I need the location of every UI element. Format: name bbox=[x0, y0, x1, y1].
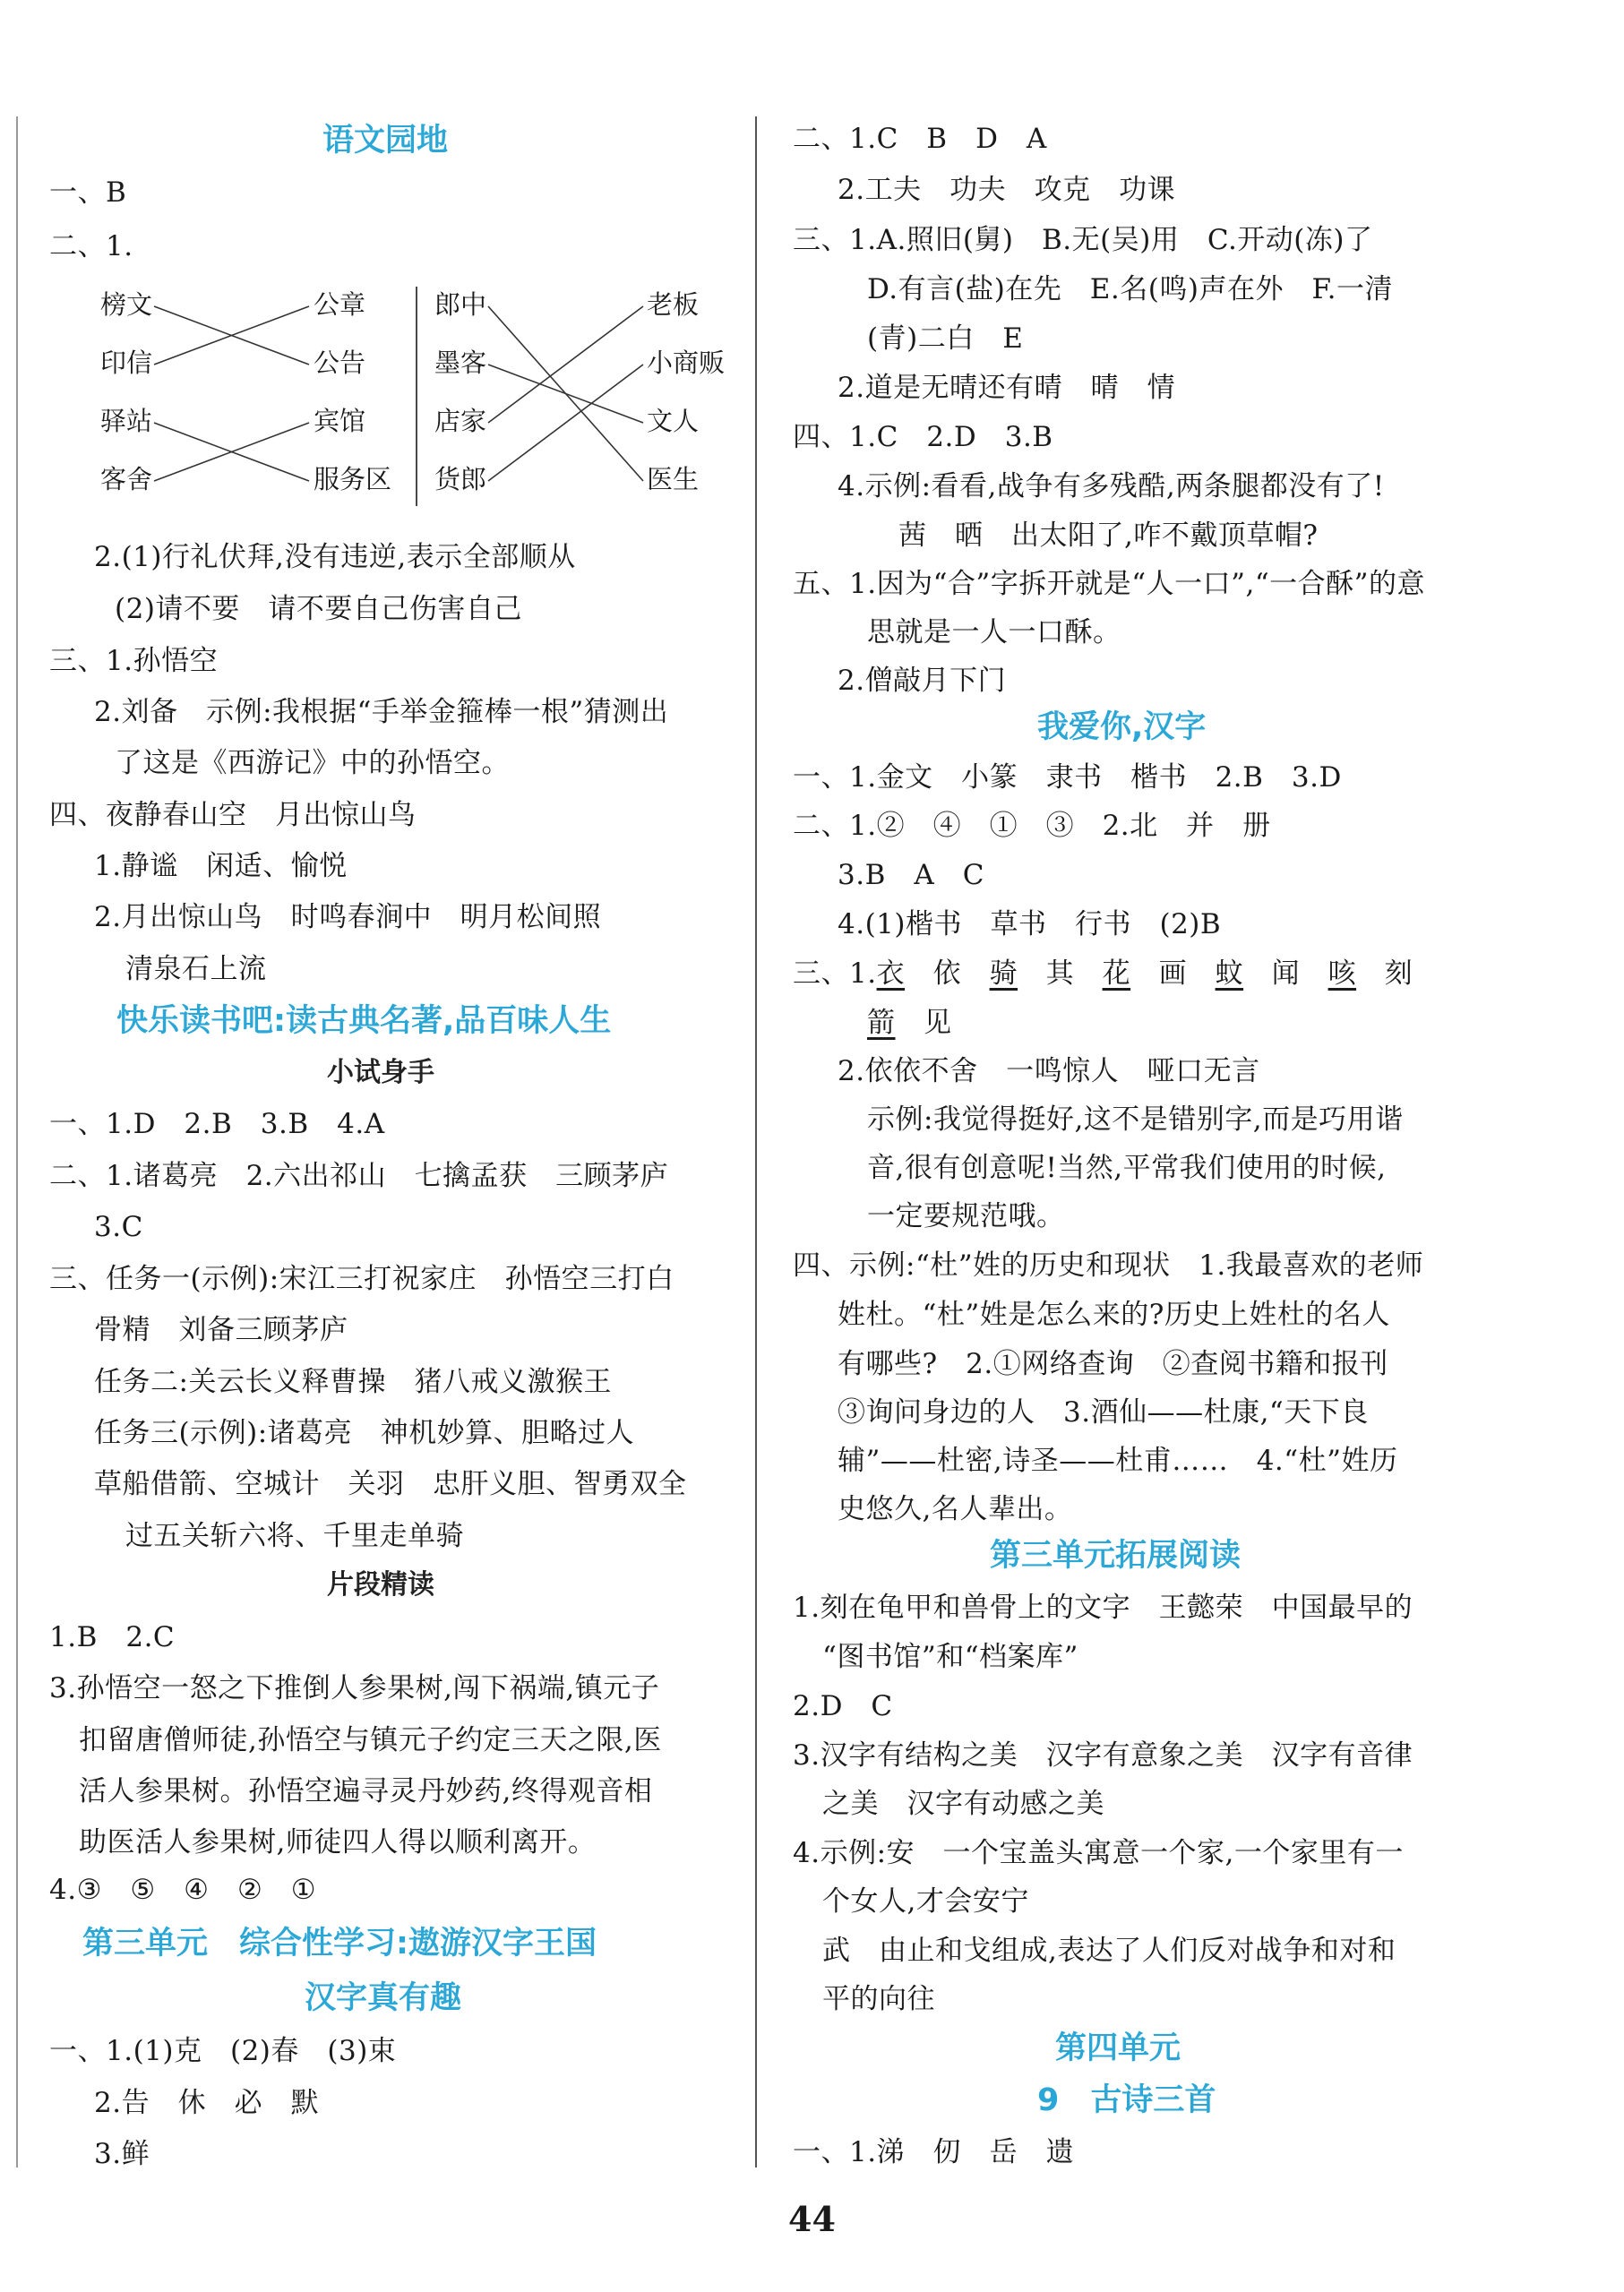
unit-heading-4: 第四单元 bbox=[1055, 2030, 1181, 2066]
answer-line: 平的向往 bbox=[822, 1983, 935, 2015]
answer-line: 3.汉字有结构之美 汉字有意象之美 汉字有音律 bbox=[793, 1739, 1413, 1772]
underlined-char: 骑 bbox=[989, 957, 1018, 990]
answer-line: 了这是《西游记》中的孙悟空。 bbox=[115, 747, 510, 779]
matching-lines-left bbox=[154, 306, 309, 481]
match-word: 文人 bbox=[647, 406, 700, 436]
answer-line: 辅”——杜密,诗圣——杜甫…… 4.“杜”姓历 bbox=[838, 1445, 1398, 1477]
match-word: 宾馆 bbox=[314, 406, 366, 436]
answer-line: 3.C bbox=[94, 1211, 143, 1243]
answer-line: 3.鲜 bbox=[94, 2138, 150, 2170]
answer-line: 有哪些? 2.①网络查询 ②查阅书籍和报刊 bbox=[838, 1348, 1388, 1380]
answer-line: 过五关斩六将、千里走单骑 bbox=[125, 1520, 464, 1552]
left-margin-rule bbox=[16, 116, 18, 2168]
answer-line: 4.③ ⑤ ④ ② ① bbox=[49, 1874, 317, 1906]
answer-line: 五、1.因为“合”字拆开就是“人一口”,“一合酥”的意 bbox=[793, 568, 1426, 600]
answer-line: 一、1.金文 小篆 隶书 楷书 2.B 3.D bbox=[793, 761, 1342, 794]
answer-line: 扣留唐僧师徒,孙悟空与镇元子约定三天之限,医 bbox=[79, 1724, 662, 1756]
answer-line: 2.道是无晴还有晴 晴 情 bbox=[838, 372, 1176, 404]
answer-line: 三、任务一(示例):宋江三打祝家庄 孙悟空三打白 bbox=[49, 1263, 675, 1295]
answer-line: 二、1.C B D A bbox=[793, 123, 1047, 155]
match-word: 服务区 bbox=[314, 464, 392, 494]
underlined-char: 箭 bbox=[867, 1007, 896, 1039]
underlined-char: 衣 bbox=[876, 957, 906, 990]
answer-line: 一、1.(1)克 (2)春 (3)束 bbox=[49, 2035, 397, 2067]
column-divider bbox=[755, 116, 757, 2168]
answer-line: 4.(1)楷书 草书 行书 (2)B bbox=[838, 908, 1222, 940]
answer-line: 任务二:关云长义释曹操 猪八戒义激猴王 bbox=[94, 1366, 612, 1398]
answer-line: 二、1.诸葛亮 2.六出祁山 七擒孟获 三顾茅庐 bbox=[49, 1160, 669, 1192]
answer-line: 1.B 2.C bbox=[49, 1621, 176, 1653]
unit-heading: 第三单元 综合性学习:遨游汉字王国 bbox=[82, 1926, 597, 1962]
section-heading-reading: 快乐读书吧:读古典名著,品百味人生 bbox=[116, 1003, 612, 1039]
answer-line: 2.月出惊山鸟 时鸣春涧中 明月松间照 bbox=[94, 901, 602, 933]
answer-line: 2.告 休 必 默 bbox=[94, 2087, 320, 2119]
answer-line: 一定要规范哦。 bbox=[867, 1200, 1065, 1232]
answer-line: 一、B bbox=[49, 176, 127, 209]
answer-line: (2)请不要 请不要自己伤害自己 bbox=[115, 593, 522, 625]
match-word: 公章 bbox=[314, 289, 366, 320]
sub-heading: 小试身手 bbox=[327, 1057, 434, 1088]
answer-line: 2.僧敲月下门 bbox=[838, 665, 1007, 697]
match-word: 医生 bbox=[647, 464, 700, 494]
match-word: 墨客 bbox=[434, 348, 487, 378]
char: 依 bbox=[932, 957, 962, 990]
section-heading-woaini-hanzi: 我爱你,汉字 bbox=[1037, 709, 1207, 745]
match-word: 驿站 bbox=[100, 406, 153, 436]
answer-line: 2.工夫 功夫 攻克 功课 bbox=[838, 174, 1176, 206]
answer-line: 之美 汉字有动感之美 bbox=[822, 1788, 1104, 1820]
answer-line: 草船借箭、空城计 关羽 忠肝义胆、智勇双全 bbox=[94, 1468, 687, 1500]
answer-line: 活人参果树。孙悟空遍寻灵丹妙药,终得观音相 bbox=[79, 1775, 653, 1807]
answer-line: 骨精 刘备三顾茅庐 bbox=[94, 1314, 348, 1346]
answer-line: 二、1.② ④ ① ③ 2.北 并 册 bbox=[793, 810, 1271, 842]
answer-line: “图书馆”和“档案库” bbox=[822, 1641, 1078, 1673]
section-heading-tuozhan: 第三单元拓展阅读 bbox=[990, 1538, 1242, 1574]
answer-line: 1.静谧 闲适、愉悦 bbox=[94, 850, 348, 882]
match-word: 公告 bbox=[314, 348, 366, 378]
matching-lines-right bbox=[488, 306, 643, 481]
answer-line: 助医活人参果树,师徒四人得以顺利离开。 bbox=[79, 1826, 597, 1858]
answer-line: 示例:我觉得挺好,这不是错别字,而是巧用谐 bbox=[867, 1103, 1404, 1136]
underlined-char: 咳 bbox=[1328, 957, 1357, 990]
char: 闻 bbox=[1271, 957, 1301, 990]
page-number: 44 bbox=[788, 2199, 836, 2239]
match-word: 店家 bbox=[434, 406, 487, 436]
answer-line-underlined bbox=[867, 1005, 952, 1041]
answer-line: 姓杜。“杜”姓是怎么来的?历史上姓杜的名人 bbox=[838, 1299, 1390, 1331]
match-word: 老板 bbox=[647, 289, 700, 320]
word-matching-diagram bbox=[90, 287, 735, 528]
match-word: 印信 bbox=[100, 348, 153, 378]
answer-line-underlined bbox=[793, 956, 1413, 991]
section-heading-hanzi: 汉字真有趣 bbox=[305, 1980, 462, 2016]
answer-line: 2.D C bbox=[793, 1690, 893, 1722]
char: 画 bbox=[1158, 957, 1188, 990]
answer-line: 个女人,才会安宁 bbox=[822, 1885, 1029, 1918]
match-word: 客舍 bbox=[100, 464, 153, 494]
answer-line: 一、1.D 2.B 3.B 4.A bbox=[49, 1108, 385, 1140]
char: 见 bbox=[924, 1007, 952, 1039]
answer-line: 四、夜静春山空 月出惊山鸟 bbox=[49, 799, 417, 831]
section-heading-yuwen-yuandi: 语文园地 bbox=[322, 123, 449, 159]
answer-line: 音,很有创意呢!当然,平常我们使用的时候, bbox=[867, 1152, 1387, 1184]
answer-line: 任务三(示例):诸葛亮 神机妙算、胆略过人 bbox=[94, 1417, 635, 1449]
answer-line: ③询问身边的人 3.酒仙——杜康,“天下良 bbox=[838, 1396, 1369, 1429]
answer-line: 2.依依不舍 一鸣惊人 哑口无言 bbox=[838, 1055, 1260, 1087]
answer-line: 3.B A C bbox=[838, 859, 984, 891]
answer-line: 四、1.C 2.D 3.B bbox=[793, 421, 1053, 453]
answer-line: 二、1. bbox=[49, 230, 133, 262]
answer-line: 思就是一人一口酥。 bbox=[867, 616, 1121, 648]
char: 刻 bbox=[1384, 957, 1413, 990]
answer-line: 三、1.孙悟空 bbox=[49, 645, 219, 677]
match-word: 货郎 bbox=[434, 464, 487, 494]
match-word: 郎中 bbox=[434, 289, 487, 320]
answer-line: 2.(1)行礼伏拜,没有违逆,表示全部顺从 bbox=[94, 541, 576, 573]
answer-line: 武 由止和戈组成,表达了人们反对战争和对和 bbox=[822, 1935, 1396, 1967]
answer-line: 4.示例:看看,战争有多残酷,两条腿都没有了! bbox=[838, 470, 1385, 502]
char: 其 bbox=[1045, 957, 1075, 990]
match-word: 小商贩 bbox=[647, 348, 726, 378]
answer-line: 4.示例:安 一个宝盖头寓意一个家,一个家里有一 bbox=[793, 1837, 1404, 1869]
answer-line: (青)二白 E bbox=[867, 322, 1024, 355]
underlined-char: 花 bbox=[1102, 957, 1131, 990]
answer-line: 2.刘备 示例:我根据“手举金箍棒一根”猜测出 bbox=[94, 696, 669, 728]
answer-line: 茜 晒 出太阳了,咋不戴顶草帽? bbox=[898, 519, 1319, 552]
underlined-char: 蚊 bbox=[1215, 957, 1244, 990]
answer-line: 一、1.涕 仞 岳 遗 bbox=[793, 2136, 1075, 2168]
answer-line: 3.孙悟空一怒之下推倒人参果树,闯下祸端,镇元子 bbox=[49, 1672, 660, 1704]
answer-line: 四、示例:“杜”姓的历史和现状 1.我最喜欢的老师 bbox=[793, 1249, 1424, 1282]
answer-line: 1.刻在龟甲和兽骨上的文字 王懿荣 中国最早的 bbox=[793, 1592, 1413, 1624]
lesson-heading: 9 古诗三首 bbox=[1037, 2082, 1216, 2118]
answer-line: 史悠久,名人辈出。 bbox=[838, 1493, 1073, 1525]
sub-heading: 片段精读 bbox=[327, 1569, 434, 1601]
answer-line: 三、1.A.照旧(舅) B.无(吴)用 C.开动(冻)了 bbox=[793, 224, 1373, 256]
answer-line: 清泉石上流 bbox=[125, 953, 267, 985]
match-word: 榜文 bbox=[100, 289, 153, 320]
answer-line: D.有言(盐)在先 E.名(鸣)声在外 F.一清 bbox=[867, 273, 1393, 305]
line-prefix: 三、1. bbox=[793, 957, 877, 990]
